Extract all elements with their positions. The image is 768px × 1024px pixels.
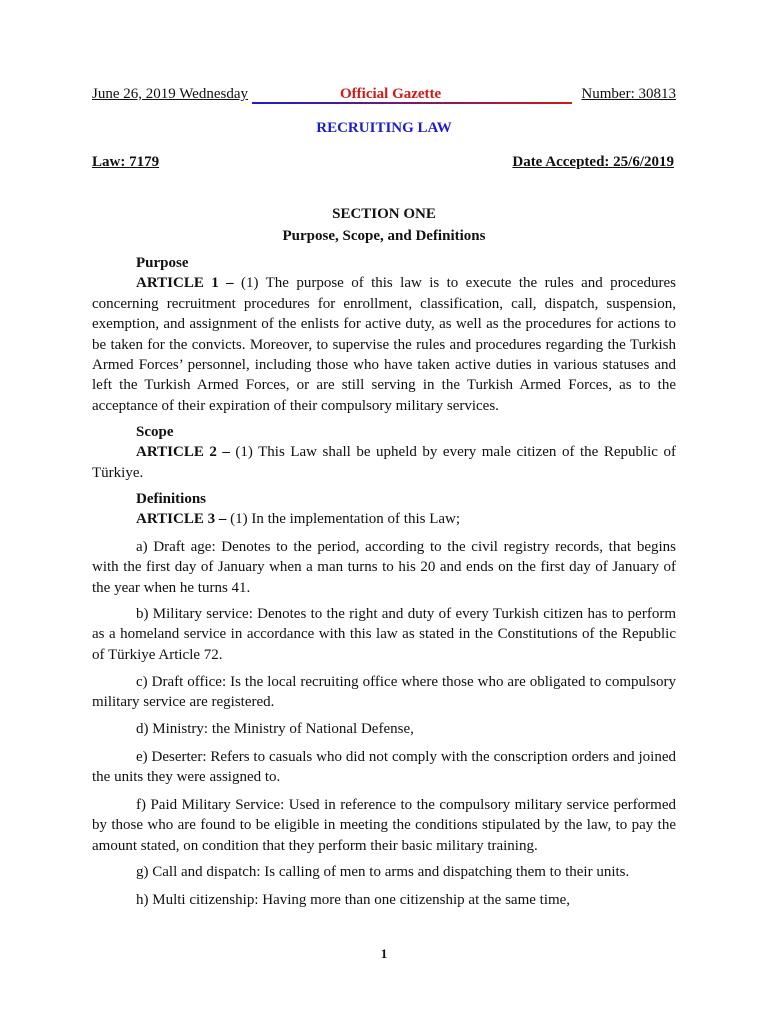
definition-item: c) Draft office: Is the local recruiting office where those who are obligated to compulsory military service are registered. xyxy=(92,674,676,711)
definition-item: g) Call and dispatch: Is calling of men to arms and dispatching them to their units. xyxy=(136,864,630,880)
article-1-label: ARTICLE 1 – xyxy=(136,275,234,292)
date-accepted: Date Accepted: 25/6/2019 xyxy=(512,154,674,170)
scope-heading: Scope xyxy=(136,424,174,440)
definitions-heading: Definitions xyxy=(136,491,207,507)
purpose-heading: Purpose xyxy=(136,255,189,271)
section-heading: SECTION ONE xyxy=(332,206,436,222)
definition-item: h) Multi citizenship: Having more than one citizenship at the same time, xyxy=(136,892,571,908)
header-rule xyxy=(252,102,572,104)
definitions-block xyxy=(92,489,676,530)
definition-item: b) Military service: Denotes to the right and duty of every Turkish citizen has to perform as a homeland service in accordance with this law as stated in the Constitutions of the Republic of Türkiye Article 72. xyxy=(92,606,676,663)
gazette-header xyxy=(92,86,676,106)
article-3-text: (1) In the implementation of this Law; xyxy=(226,511,461,528)
law-title: RECRUITING LAW xyxy=(316,120,452,136)
definition-item: f) Paid Military Service: Used in reference to the compulsory military service performed by those who are found to be eligible in meeting the conditions stipulated by the law, to pay the amount stated, on condition that they perform their basic military training. xyxy=(92,797,676,854)
scope-block xyxy=(92,422,676,483)
issue-date: June 26, 2019 Wednesday xyxy=(92,86,248,102)
issue-number: Number: 30813 xyxy=(581,86,676,102)
article-1-text: (1) The purpose of this law is to execute the rules and procedures concerning recruitment procedures for enrollment, classification, call, dispatch, suspension, exemption, and assignment of the enlists for active duty, as well as the procedures for actions to be taken for the convicts. Moreover, to supervise the rules and procedures regarding the Turkish Armed Forces’ personnel, including those who have taken active duties in various statuses and left the Turkish Armed Forces, or are still serving in the Turkish Armed Forces, as to the acceptance of their expiration of their compulsory military services. xyxy=(92,275,676,414)
article-2-label: ARTICLE 2 – xyxy=(136,444,230,461)
article-2-text: (1) This Law shall be upheld by every male citizen of the Republic of Türkiye. xyxy=(92,444,676,481)
article-3 xyxy=(92,509,676,529)
article-1 xyxy=(92,273,676,416)
article-3-label: ARTICLE 3 – xyxy=(136,511,227,528)
purpose-block xyxy=(92,253,676,416)
page-number: 1 xyxy=(380,946,388,961)
definition-item: d) Ministry: the Ministry of National Defense, xyxy=(136,721,414,737)
definition-item: e) Deserter: Refers to casuals who did not comply with the conscription orders and joined the units they were assigned to. xyxy=(92,749,676,786)
gazette-title: Official Gazette xyxy=(340,86,442,102)
article-2 xyxy=(92,442,676,483)
law-number: Law: 7179 xyxy=(92,154,160,170)
section-subheading: Purpose, Scope, and Definitions xyxy=(282,228,486,244)
definition-item: a) Draft age: Denotes to the period, according to the civil registry records, that begins with the first day of January when a man turns to his 20 and ends on the first day of January of the year when he turns 41. xyxy=(92,539,676,596)
